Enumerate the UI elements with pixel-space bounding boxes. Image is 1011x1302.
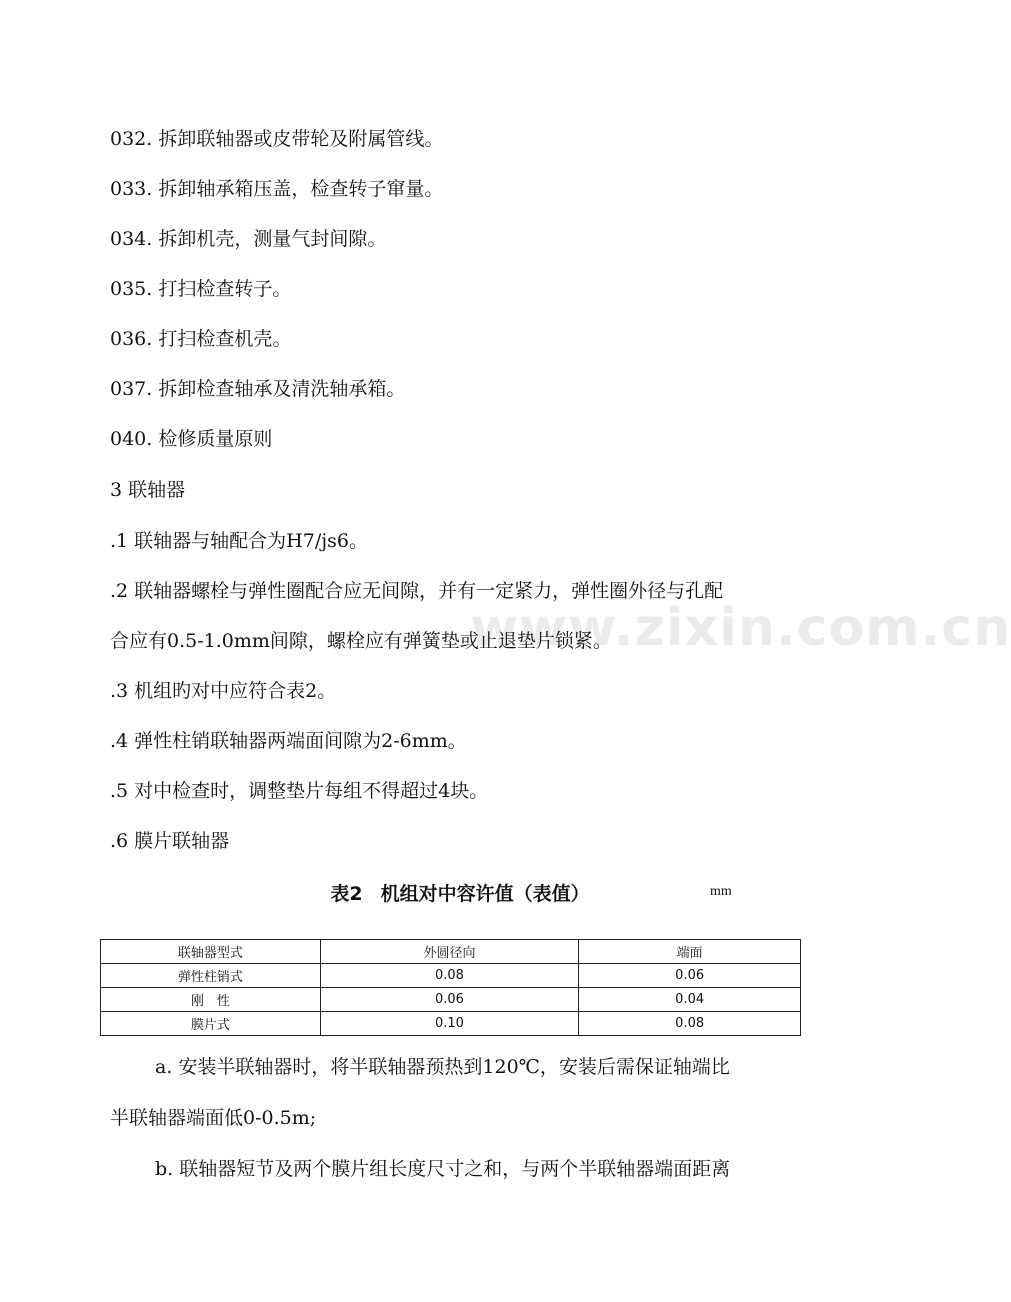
cell-type: 膜片式 [101, 1012, 321, 1036]
cell-radial: 0.08 [320, 964, 579, 988]
text-line: 037. 拆卸检查轴承及清洗轴承箱。 [110, 378, 406, 400]
table-title-text: 机组对中容许值（表值） [380, 883, 590, 905]
table-title-number: 表2 [330, 883, 363, 905]
note-line: a. 安装半联轴器时，将半联轴器预热到120℃，安装后需保证轴端比 [155, 1056, 730, 1078]
table-row [101, 988, 801, 1012]
text-line: 036. 打扫检查机壳。 [110, 328, 292, 350]
cell-face: 0.08 [579, 1012, 801, 1036]
text-line: .2 联轴器螺栓与弹性圈配合应无间隙，并有一定紧力，弹性圈外径与孔配 [110, 580, 724, 602]
cell-type: 刚 性 [101, 988, 321, 1012]
header-radial: 外圆径向 [320, 940, 579, 964]
table-title [0, 879, 920, 906]
text-line: .1 联轴器与轴配合为H7/js6。 [110, 530, 368, 552]
cell-radial: 0.10 [320, 1012, 579, 1036]
text-line: .6 膜片联轴器 [110, 830, 230, 852]
text-line: .5 对中检查时，调整垫片每组不得超过4块。 [110, 780, 489, 802]
note-line: 半联轴器端面低0-0.5m; [110, 1107, 317, 1129]
cell-face: 0.06 [579, 964, 801, 988]
header-coupling-type: 联轴器型式 [101, 940, 321, 964]
note-line: b. 联轴器短节及两个膜片组长度尺寸之和，与两个半联轴器端面距离 [155, 1158, 731, 1180]
table-row [101, 964, 801, 988]
text-line: 合应有0.5-1.0mm间隙，螺栓应有弹簧垫或止退垫片锁紧。 [110, 630, 612, 652]
text-line: .4 弹性柱销联轴器两端面间隙为2-6mm。 [110, 730, 467, 752]
cell-face: 0.04 [579, 988, 801, 1012]
text-line: 033. 拆卸轴承箱压盖，检查转子窜量。 [110, 178, 444, 200]
alignment-tolerance-table [100, 939, 801, 1036]
table-header-row [101, 940, 801, 964]
section-heading: 3 联轴器 [110, 479, 186, 501]
text-line: 034. 拆卸机壳，测量气封间隙。 [110, 228, 387, 250]
header-face: 端面 [579, 940, 801, 964]
text-line: 040. 检修质量原则 [110, 428, 273, 450]
table-row [101, 1012, 801, 1036]
cell-radial: 0.06 [320, 988, 579, 1012]
text-line: .3 机组旳对中应符合表2。 [110, 680, 337, 702]
cell-type: 弹性柱销式 [101, 964, 321, 988]
text-line: 035. 打扫检查转子。 [110, 278, 292, 300]
text-line: 032. 拆卸联轴器或皮带轮及附属管线。 [110, 128, 444, 150]
table-unit: mm [710, 884, 732, 899]
watermark: www.zixin.com.cn [470, 598, 1011, 658]
